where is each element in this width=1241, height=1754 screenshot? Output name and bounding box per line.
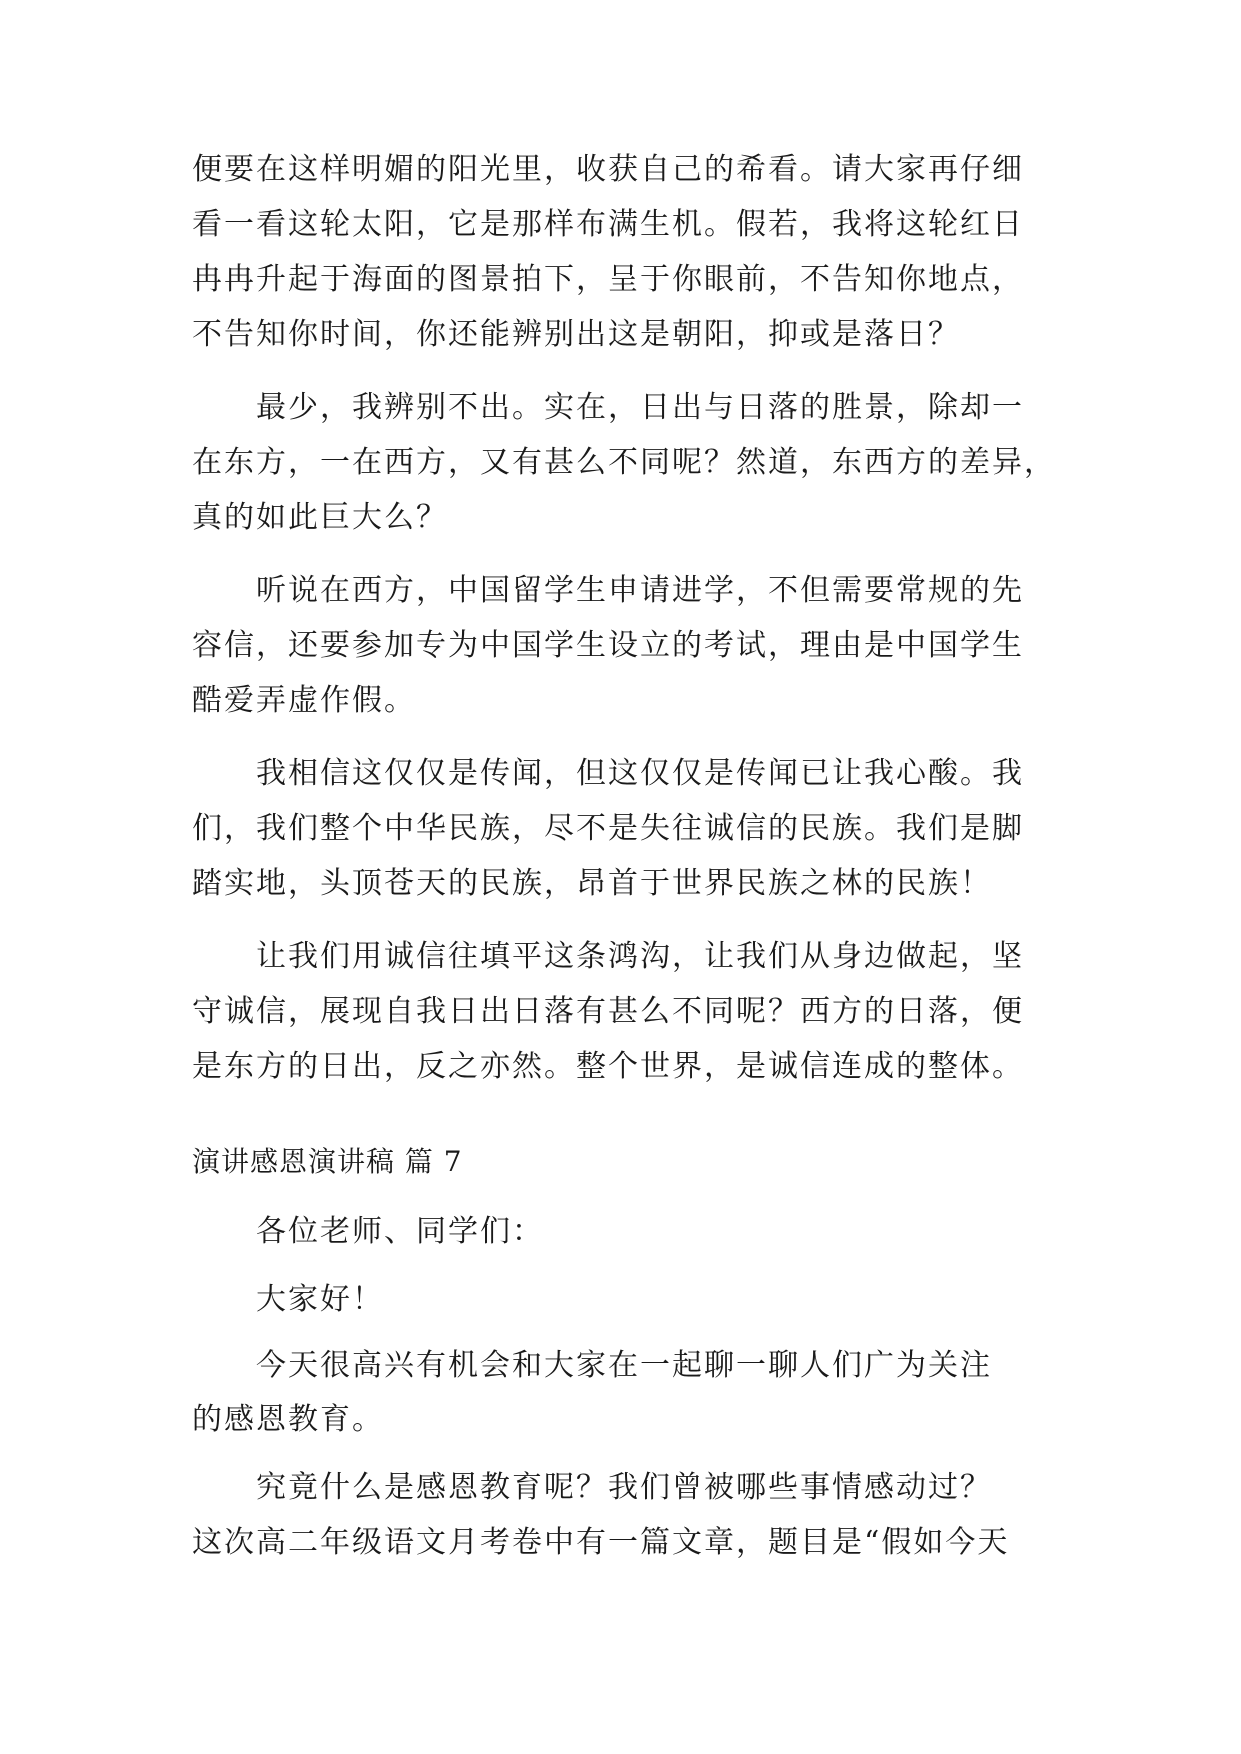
paragraph-line: 看一看这轮太阳，它是那样布满生机。假若，我将这轮红日: [192, 207, 1024, 242]
paragraph-line: 今天很高兴有机会和大家在一起聊一聊人们广为关注: [256, 1348, 992, 1383]
paragraph-line: 大家好！: [256, 1282, 384, 1317]
paragraph-line: 的感恩教育。: [192, 1402, 384, 1437]
paragraph-line: 是东方的日出，反之亦然。整个世界，是诚信连成的整体。: [192, 1049, 1024, 1084]
paragraph-line: 容信，还要参加专为中国学生设立的考试，理由是中国学生: [192, 628, 1024, 663]
paragraph-line: 冉冉升起于海面的图景拍下，呈于你眼前，不告知你地点，: [192, 262, 1024, 297]
paragraph-line: 们，我们整个中华民族，尽不是失往诚信的民族。我们是脚: [192, 811, 1024, 846]
paragraph-line: 在东方，一在西方，又有甚么不同呢？然道，东西方的差异，: [192, 445, 1056, 480]
paragraph-line: 酷爱弄虚作假。: [192, 683, 416, 718]
paragraph-line: 这次高二年级语文月考卷中有一篇文章，题目是“假如今天: [192, 1525, 1010, 1560]
paragraph-line: 踏实地，头顶苍天的民族，昂首于世界民族之林的民族！: [192, 866, 992, 901]
paragraph-line: 让我们用诚信往填平这条鸿沟，让我们从身边做起，坚: [256, 939, 1024, 974]
paragraph-line: 最少，我辨别不出。实在，日出与日落的胜景，除却一: [256, 390, 1024, 425]
paragraph-line: 我相信这仅仅是传闻，但这仅仅是传闻已让我心酸。我: [256, 756, 1024, 791]
paragraph-line: 究竟什么是感恩教育呢？我们曾被哪些事情感动过？: [256, 1470, 992, 1505]
paragraph-line: 听说在西方，中国留学生申请进学，不但需要常规的先: [256, 573, 1024, 608]
paragraph-line: 不告知你时间，你还能辨别出这是朝阳，抑或是落日？: [192, 317, 960, 352]
section-heading: 演讲感恩演讲稿 篇 7: [192, 1145, 463, 1178]
paragraph-line: 各位老师、同学们：: [256, 1214, 544, 1249]
paragraph-line: 真的如此巨大么？: [192, 500, 448, 535]
paragraph-line: 便要在这样明媚的阳光里，收获自己的希看。请大家再仔细: [192, 152, 1024, 187]
paragraph-line: 守诚信，展现自我日出日落有甚么不同呢？西方的日落，便: [192, 994, 1024, 1029]
